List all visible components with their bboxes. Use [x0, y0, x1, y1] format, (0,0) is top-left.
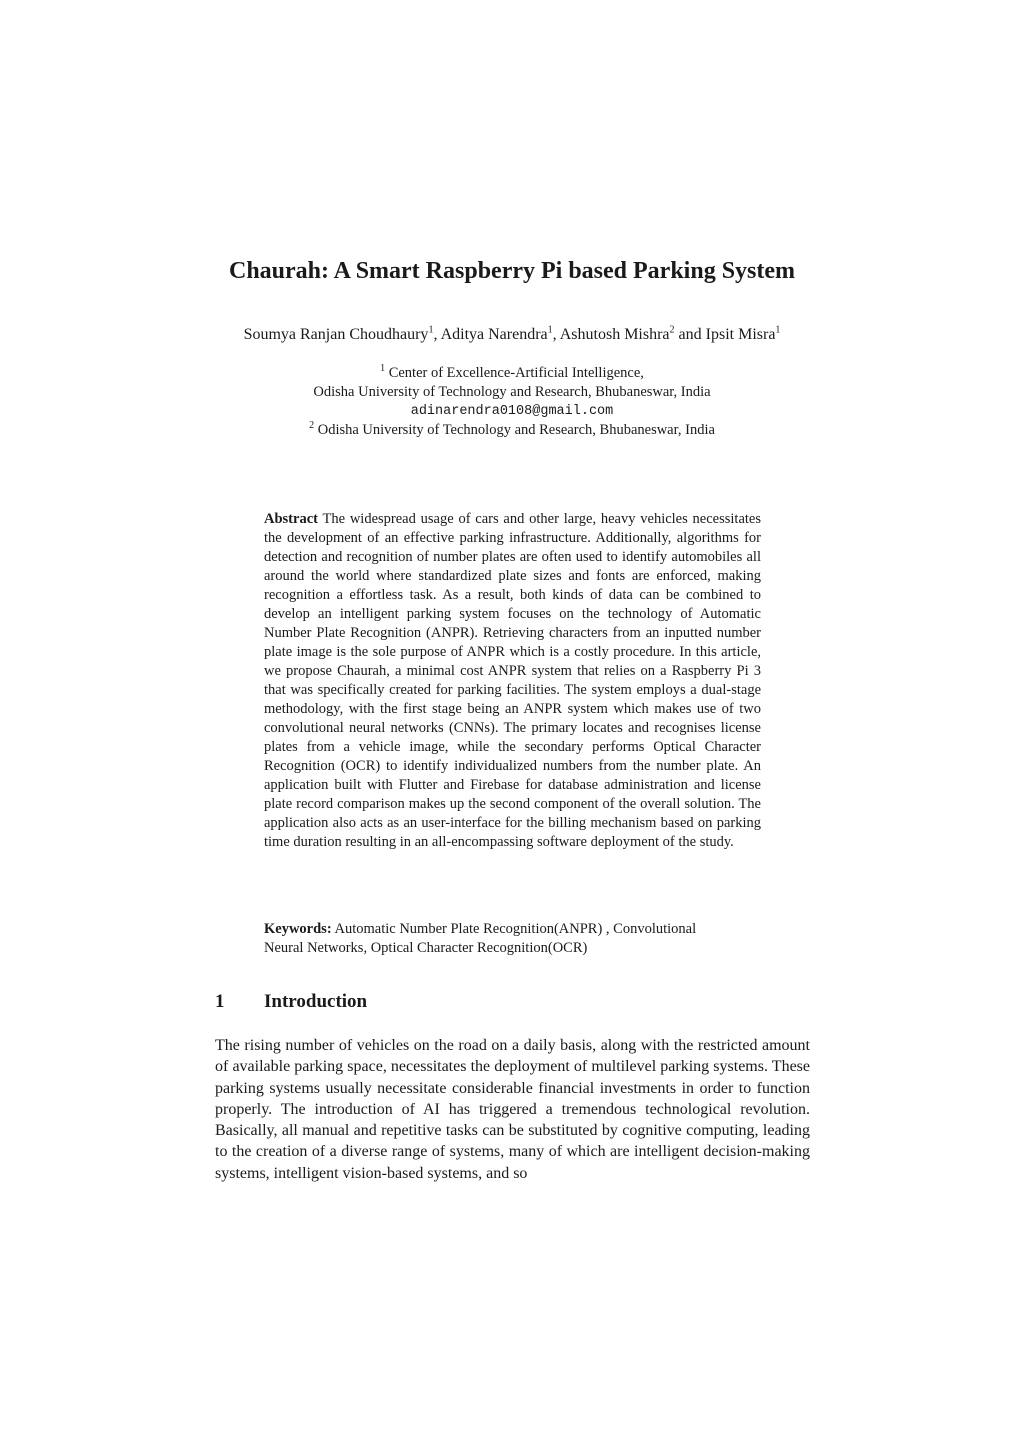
abstract: [264, 510, 761, 852]
affiliation-marker: 2: [309, 420, 315, 432]
author-separator: and: [674, 326, 706, 343]
keywords-label: Keywords:: [264, 921, 332, 937]
introduction-paragraph: The rising number of vehicles on the road on a daily basis, along with the restricted amount of available parking space, necessitates the deployment of multilevel parking systems. These parking systems usually necessitate considerable financial investments in order to function properly. The introduction of AI has triggered a tremendous technological revolution. Basically, all manual and repetitive tasks can be substituted by cognitive computing, leading to the creation of a diverse range of systems, many of which are intelligent decision-making systems, intelligent vision-based systems, and so: [215, 1037, 810, 1182]
affiliation-1-line-1: [0, 364, 1024, 383]
author-separator: ,: [552, 326, 560, 343]
author-name: Aditya Narendra: [440, 326, 548, 343]
section-title: Introduction: [264, 991, 368, 1012]
author-affiliation-marker: 1: [775, 324, 781, 336]
keywords-line-1: Automatic Number Plate Recognition(ANPR) , Convolutional: [334, 921, 697, 937]
keywords: [264, 920, 761, 958]
paper-title: Chaurah: A Smart Raspberry Pi based Parking System: [228, 258, 796, 284]
author-email: adinarendra0108@gmail.com: [410, 404, 614, 419]
affiliation-2-text: Odisha University of Technology and Research, Bhubaneswar, India: [317, 422, 715, 438]
affiliation-2-line-1: [0, 421, 1024, 440]
affiliation-1-text: Center of Excellence-Artificial Intelligence,: [388, 365, 644, 381]
author-affiliation-marker: 2: [669, 324, 675, 336]
abstract-label: Abstract: [264, 511, 318, 527]
affiliations: [0, 364, 1024, 440]
author-name: Ashutosh Mishra: [559, 326, 670, 343]
author-name: Ipsit Misra: [705, 326, 776, 343]
author-separator: ,: [433, 326, 441, 343]
author-name: Soumya Ranjan Choudhaury: [243, 326, 429, 343]
author-list: [0, 324, 1024, 346]
affiliation-1-line-2: Odisha University of Technology and Research, Bhubaneswar, India: [313, 384, 711, 400]
abstract-text: The widespread usage of cars and other large, heavy vehicles necessitates the development of an effective parking infrastructure. Additionally, algorithms for detection and recognition of number plates are often used to identify automobiles all around the world where standardized plate sizes and fonts are enforced, making recognition a effortless task. As a result, both kinds of data can be combined to develop an intelligent parking system focuses on the technology of Automatic Number Plate Recognition (ANPR). Retrieving characters from an inputted number plate image is the sole purpose of ANPR which is a costly procedure. In this article, we propose Chaurah, a minimal cost ANPR system that relies on a Raspberry Pi 3 that was specifically created for parking facilities. The system employs a dual-stage methodology, with the first stage being an ANPR system which makes use of two convolutional neural networks (CNNs). The primary locates and recognises license plates from a vehicle image, while the secondary performs Optical Character Recognition (OCR) to identify individualized numbers from the number plate. An application built with Flutter and Firebase for database administration and license plate record comparison makes up the second component of the overall solution. The application also acts as an user-interface for the billing mechanism based on parking time duration resulting in an all-encompassing software deployment of the study.: [264, 511, 761, 850]
affiliation-marker: 1: [380, 363, 386, 375]
section-heading: [215, 990, 815, 1014]
author-affiliation-marker: 1: [428, 324, 434, 336]
author-affiliation-marker: 1: [547, 324, 553, 336]
section-number: 1: [215, 991, 225, 1012]
keywords-line-2: Neural Networks, Optical Character Recognition(OCR): [264, 940, 588, 956]
